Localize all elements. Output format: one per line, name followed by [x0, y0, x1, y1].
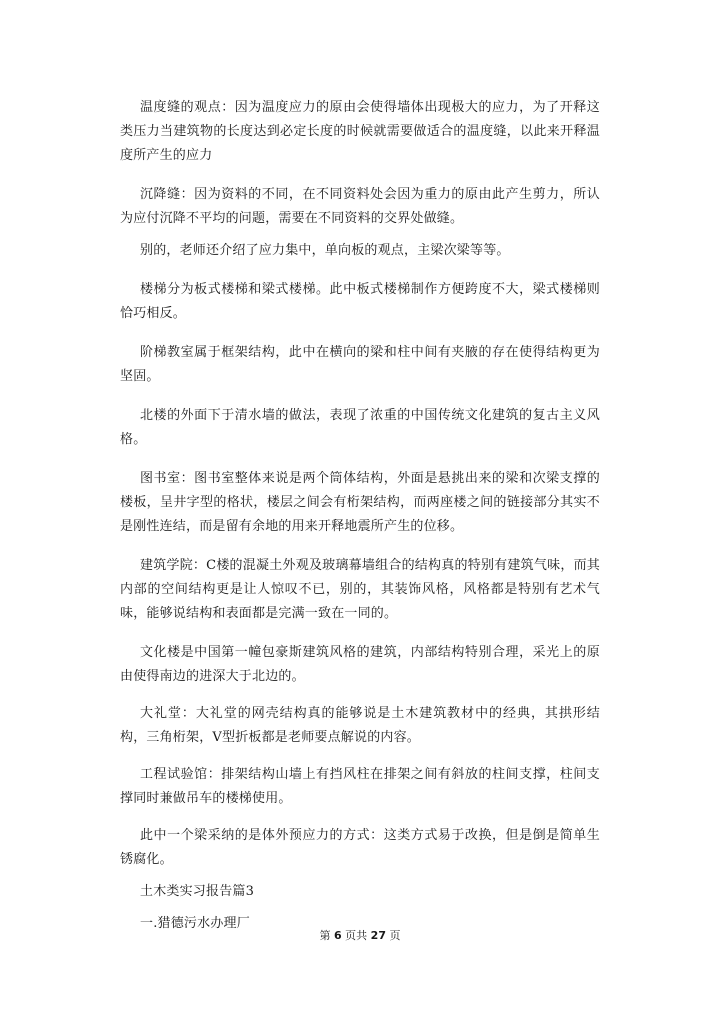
paragraph-culture-building: 文化楼是中国第一幢包豪斯建筑风格的建筑，内部结构特别合理，采光上的原由使得南边的进深大于北边的。: [120, 645, 600, 684]
footer-current-page: 6: [334, 929, 342, 942]
paragraph-prestress: 此中一个梁采纳的是体外预应力的方式：这类方式易于改换，但是倒是简单生锈腐化。: [120, 828, 600, 867]
paragraph-temperature-joint: 温度缝的观点：因为温度应力的原由会使得墙体出现极大的应力，为了开释这类压力当建筑物的长度达到必定长度的时候就需要做适合的温度缝，以此来开释温度所产生的应力: [120, 100, 600, 163]
paragraph-architecture-school: 建筑学院：C楼的混凝土外观及玻璃幕墙组合的结构真的特别有建筑气味，而其内部的空间结构更是让人惊叹不已，别的，其装饰风格，风格都是特别有艺术气味，能够说结构和表面都是完满一致在一同的。: [120, 558, 600, 621]
paragraph-north-building: 北楼的外面下于清水墙的做法，表现了浓重的中国传统文化建筑的复古主义风格。: [120, 408, 600, 447]
footer-middle: 页共: [345, 929, 368, 942]
footer-prefix: 第: [319, 929, 331, 942]
footer-suffix: 页: [389, 929, 401, 942]
paragraph-auditorium: 大礼堂：大礼堂的网壳结构真的能够说是土木建筑教材中的经典，其拱形结构，三角桁架，V型折板都是老师要点解说的内容。: [120, 706, 600, 745]
paragraph-stairs: 楼梯分为板式楼梯和梁式楼梯。此中板式楼梯制作方便跨度不大，梁式楼梯则恰巧相反。: [120, 282, 600, 321]
page-footer: [0, 928, 720, 944]
section-heading: 土木类实习报告篇3: [140, 884, 255, 899]
paragraph-library: 图书室：图书室整体来说是两个筒体结构，外面是悬挑出来的梁和次梁支撑的楼板，呈井字型的格状，楼层之间会有桁架结构，而两座楼之间的链接部分其实不是刚性连结，而是留有余地的用来开释地震所产生的位移。: [120, 471, 600, 534]
paragraph-stress-concentration: 别的，老师还介绍了应力集中，单向板的观点，主梁次梁等等。: [140, 243, 510, 258]
document-body: [120, 96, 600, 936]
paragraph-settlement-joint: 沉降缝：因为资料的不同，在不同资料处会因为重力的原由此产生剪力，所认为应付沉降不平均的问题，需要在不同资料的交界处做缝。: [120, 187, 600, 226]
paragraph-test-hall: 工程试验馆：排架结构山墙上有挡风柱在排架之间有斜放的柱间支撑，柱间支撑同时兼做吊车的楼梯使用。: [120, 767, 600, 806]
footer-total-pages: 27: [370, 929, 386, 942]
subsection-heading: 一.猎德污水办理厂: [140, 916, 250, 931]
paragraph-lecture-hall: 阶梯教室属于框架结构，此中在横向的梁和柱中间有夹腋的存在使得结构更为坚固。: [120, 345, 600, 384]
